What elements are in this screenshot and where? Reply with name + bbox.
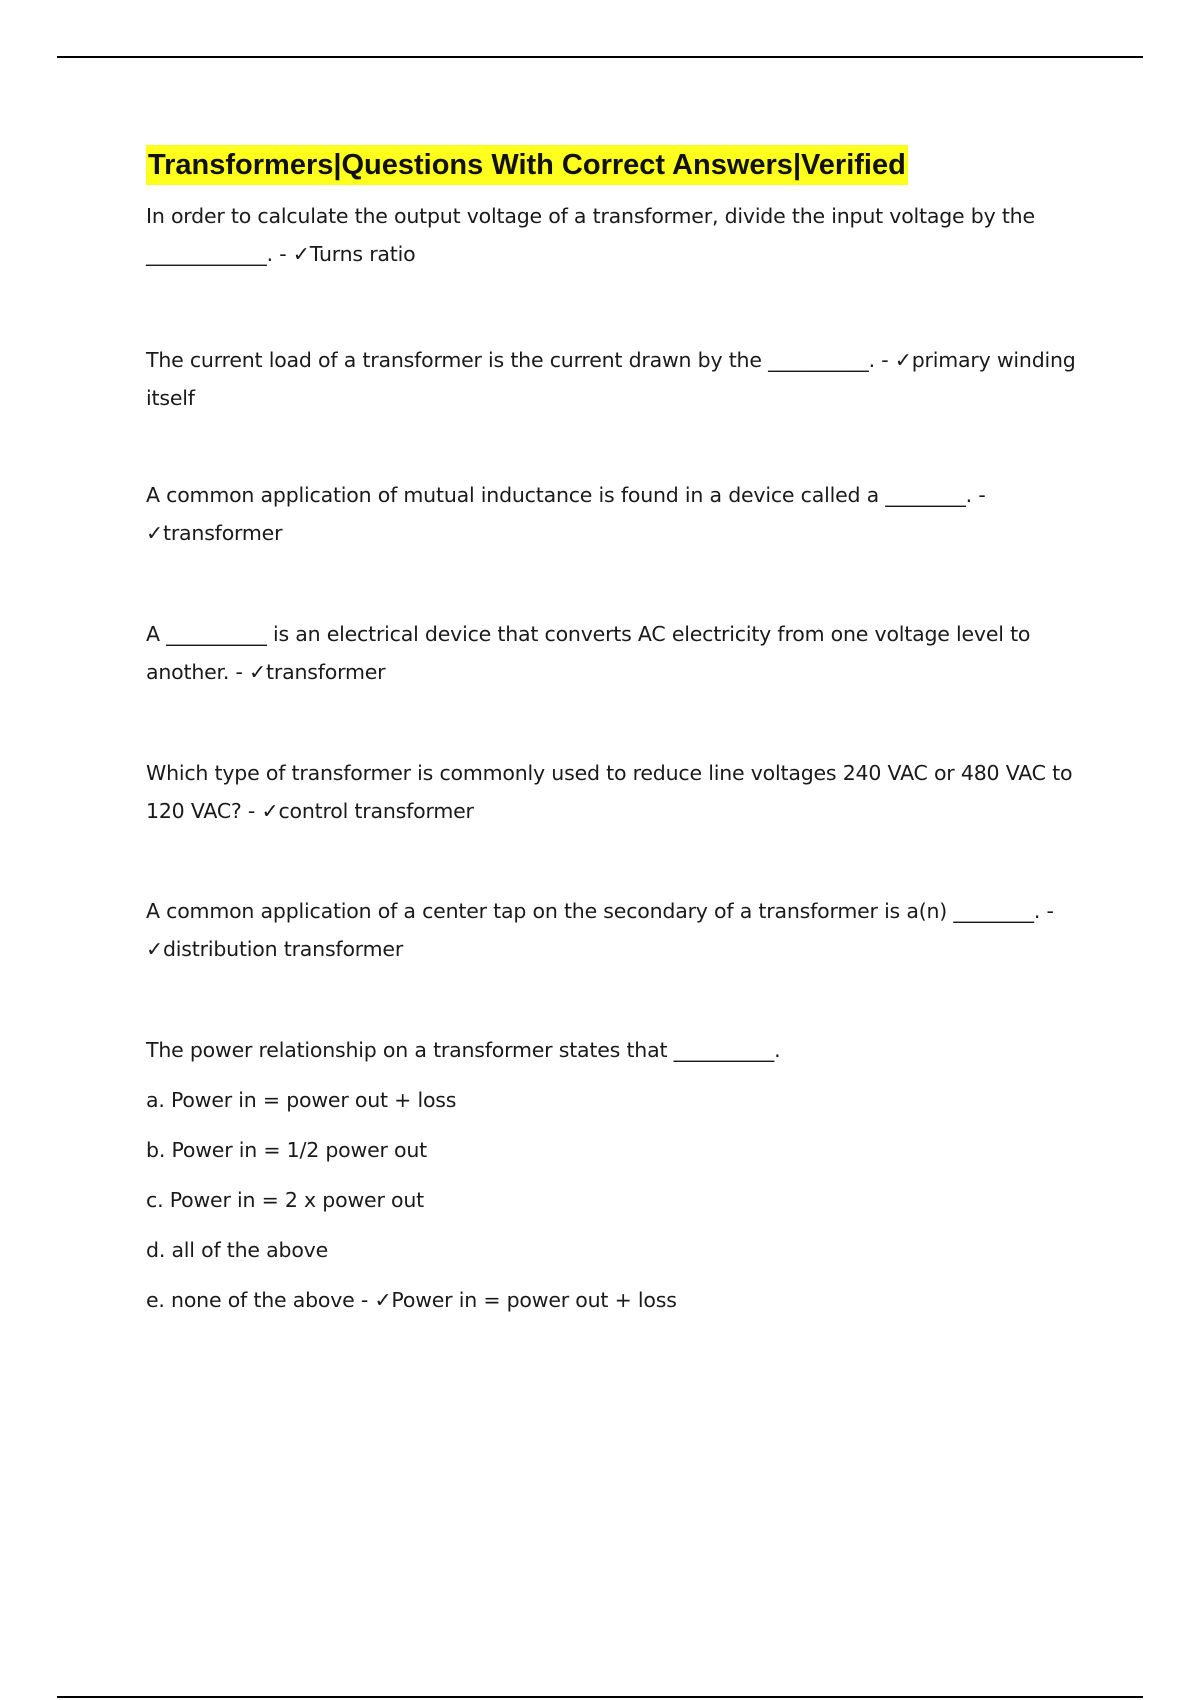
question-text: A common application of a center tap on the secondary of a transformer is a(n) ________. - bbox=[146, 899, 1054, 923]
check-icon: ✓ bbox=[894, 348, 912, 372]
answer-text: Power in = power out + loss bbox=[391, 1288, 677, 1312]
document-title: Transformers|Questions With Correct Answers|Verified bbox=[146, 145, 908, 185]
qa-item bbox=[146, 476, 1096, 552]
mc-option-c: c. Power in = 2 x power out bbox=[146, 1188, 424, 1212]
answer-text: transformer bbox=[266, 660, 386, 684]
mc-option-b: b. Power in = 1/2 power out bbox=[146, 1138, 427, 1162]
question-text: In order to calculate the output voltage of a transformer, divide the input voltage by the ____________. - bbox=[146, 204, 1035, 266]
mc-option-a: a. Power in = power out + loss bbox=[146, 1088, 457, 1112]
answer-text: distribution transformer bbox=[162, 937, 404, 961]
answer-text: primary winding itself bbox=[146, 348, 1076, 410]
check-icon: ✓ bbox=[146, 521, 163, 545]
question-text: Which type of transformer is commonly used to reduce line voltages 240 VAC or 480 VAC to 120 VAC? - bbox=[146, 761, 1073, 823]
question-text: The current load of a transformer is the current drawn by the __________. - bbox=[146, 348, 895, 372]
document-body bbox=[146, 145, 1096, 1331]
footer-rule bbox=[57, 1696, 1143, 1698]
check-icon: ✓ bbox=[249, 660, 267, 684]
option-text: e. none of the above - bbox=[146, 1288, 375, 1312]
qa-item bbox=[146, 615, 1096, 691]
answer-text: control transformer bbox=[278, 799, 474, 823]
check-icon: ✓ bbox=[374, 1288, 392, 1312]
qa-item bbox=[146, 341, 1096, 417]
header-rule bbox=[57, 56, 1143, 58]
mc-options bbox=[146, 1081, 1096, 1319]
check-icon: ✓ bbox=[261, 799, 279, 823]
question-text: A common application of mutual inductance is found in a device called a ________. - bbox=[146, 483, 986, 507]
question-text: A __________ is an electrical device that converts AC electricity from one voltage level to another. - bbox=[146, 622, 1031, 684]
qa-item bbox=[146, 197, 1096, 273]
qa-item bbox=[146, 754, 1096, 830]
mc-option-d: d. all of the above bbox=[146, 1238, 329, 1262]
check-icon: ✓ bbox=[146, 937, 163, 961]
answer-text: transformer bbox=[162, 521, 283, 545]
mc-option-e bbox=[146, 1281, 1096, 1319]
answer-text: Turns ratio bbox=[309, 242, 416, 266]
qa-item bbox=[146, 892, 1096, 968]
check-icon: ✓ bbox=[292, 242, 310, 266]
mc-question: The power relationship on a transformer states that __________. bbox=[146, 1038, 781, 1062]
